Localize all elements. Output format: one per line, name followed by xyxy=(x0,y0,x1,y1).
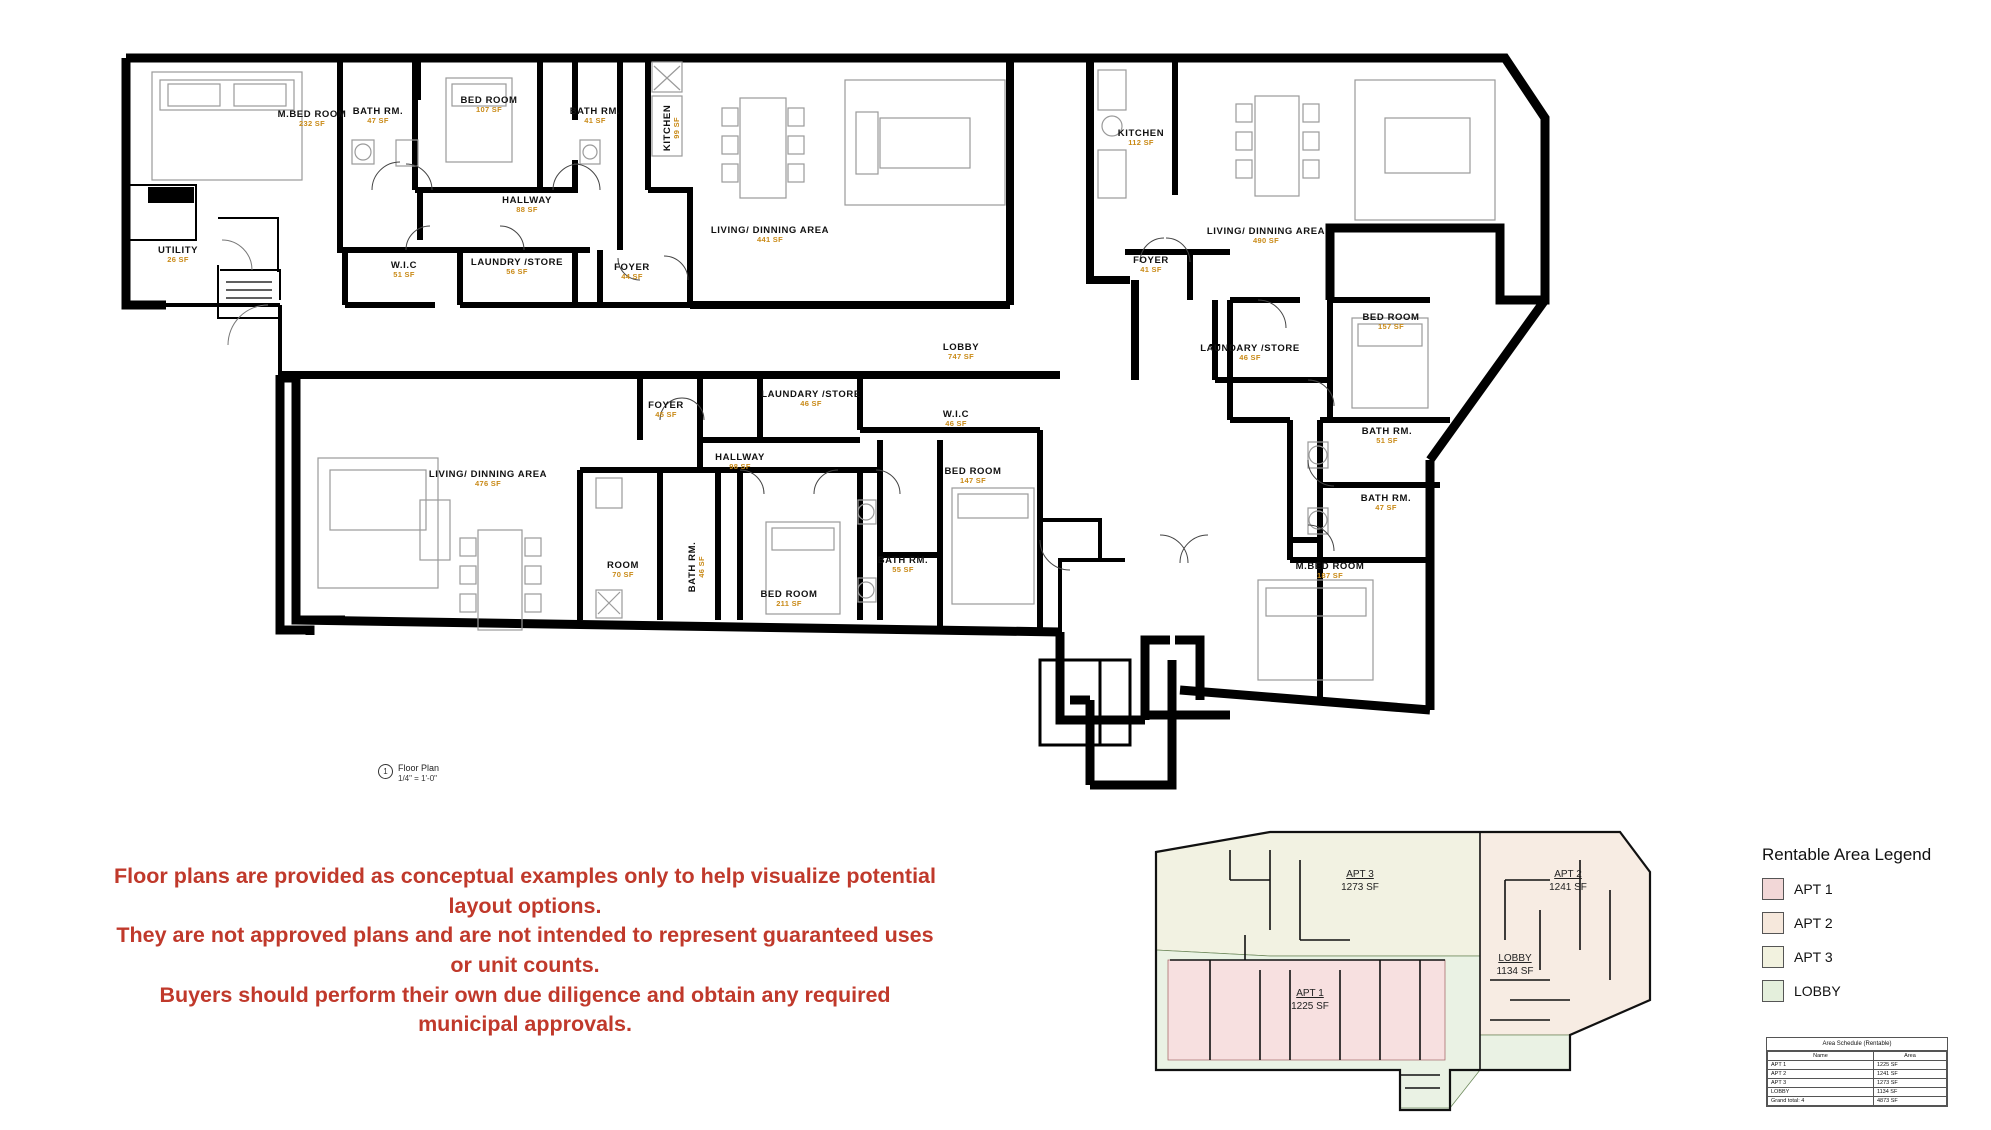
room-area: 70 SF xyxy=(612,569,634,579)
room-name: BATH RM. xyxy=(687,541,699,593)
room-name: W.I.C xyxy=(942,409,970,420)
area-schedule-row xyxy=(1768,1061,1947,1070)
room-label xyxy=(1206,227,1326,245)
room-area: 47 SF xyxy=(1375,502,1397,512)
legend-color-swatch xyxy=(1762,980,1784,1002)
area-schedule-total-area: 4873 SF xyxy=(1873,1097,1946,1106)
room-area: 51 SF xyxy=(393,269,415,279)
area-schedule-col-name: Name xyxy=(1768,1052,1874,1061)
room-area: 46 SF xyxy=(697,556,707,578)
key-plan-unit-id: APT 3 xyxy=(1346,869,1374,880)
area-schedule-row-area: 1273 SF xyxy=(1873,1079,1946,1088)
room-label xyxy=(680,453,800,471)
room-name: BED ROOM xyxy=(1362,312,1420,323)
area-schedule-row-area: 1225 SF xyxy=(1873,1061,1946,1070)
room-area: 45 SF xyxy=(655,409,677,419)
room-area: 476 SF xyxy=(475,478,501,488)
room-area: 26 SF xyxy=(167,254,189,264)
room-area: 490 SF xyxy=(1253,235,1279,245)
disclaimer-text xyxy=(110,862,940,1040)
room-name: FOYER xyxy=(614,262,650,273)
room-name: LIVING/ DINNING AREA xyxy=(1206,226,1326,237)
key-plan-unit-label xyxy=(1310,868,1410,894)
room-name: BATH RM. xyxy=(1360,493,1412,504)
area-schedule-row xyxy=(1768,1088,1947,1097)
disclaimer-line-3: Buyers should perform their own due diligence and obtain any required municipal approvals. xyxy=(159,982,891,1037)
room-area: 107 SF xyxy=(476,104,502,114)
room-name: LIVING/ DINNING AREA xyxy=(428,469,548,480)
area-schedule-grid xyxy=(1767,1051,1947,1106)
room-area: 44 SF xyxy=(621,271,643,281)
room-label xyxy=(663,68,681,188)
room-name: BATH RM. xyxy=(877,555,929,566)
room-label xyxy=(429,96,549,114)
room-name: HALLWAY xyxy=(502,195,552,206)
key-plan-unit-label xyxy=(1260,987,1360,1013)
room-name: BED ROOM xyxy=(944,466,1002,477)
room-label xyxy=(1091,256,1211,274)
key-plan-vector xyxy=(1150,820,1750,1125)
room-label xyxy=(457,258,577,276)
room-name: BATH RM. xyxy=(352,106,404,117)
room-name: LAUNDRY /STORE xyxy=(470,257,564,268)
room-label xyxy=(1270,562,1390,580)
legend-item xyxy=(1762,946,1982,968)
legend-item xyxy=(1762,980,1982,1002)
room-label xyxy=(344,261,464,279)
room-area: 51 SF xyxy=(1376,435,1398,445)
room-name: UTILITY xyxy=(157,245,199,256)
key-plan-unit-id: APT 1 xyxy=(1296,988,1324,999)
room-area: 147 SF xyxy=(960,475,986,485)
legend-title: Rentable Area Legend xyxy=(1762,845,1932,864)
room-name: LOBBY xyxy=(942,342,980,353)
room-area: 56 SF xyxy=(506,266,528,276)
legend-label: APT 3 xyxy=(1794,949,1833,965)
area-schedule-row xyxy=(1768,1079,1947,1088)
plan-marker: 1 xyxy=(378,764,393,779)
room-name: FOYER xyxy=(648,400,684,411)
room-area: 41 SF xyxy=(584,115,606,125)
room-area: 46 SF xyxy=(1239,352,1261,362)
legend-label: LOBBY xyxy=(1794,983,1841,999)
room-label xyxy=(710,226,830,244)
key-plan-unit-area: 1273 SF xyxy=(1341,882,1379,893)
room-name: W.I.C xyxy=(390,260,418,271)
area-schedule-total-row xyxy=(1768,1097,1947,1106)
key-plan-unit-label xyxy=(1518,868,1618,894)
room-label xyxy=(901,343,1021,361)
room-area: 112 SF xyxy=(1128,137,1154,147)
room-name: LAUNDARY /STORE xyxy=(761,389,861,400)
room-area: 211 SF xyxy=(776,598,802,608)
room-label xyxy=(843,556,963,574)
room-name: BED ROOM xyxy=(460,95,518,106)
plan-title-block xyxy=(378,762,439,785)
room-label xyxy=(896,410,1016,428)
room-label xyxy=(1327,427,1447,445)
room-area: 47 SF xyxy=(367,115,389,125)
legend-color-swatch xyxy=(1762,878,1784,900)
room-area: 88 SF xyxy=(516,204,538,214)
room-name: FOYER xyxy=(1133,255,1169,266)
room-label xyxy=(563,561,683,579)
room-name: LIVING/ DINNING AREA xyxy=(710,225,830,236)
rentable-area-legend xyxy=(1762,845,1982,1014)
key-plan-unit-id: LOBBY xyxy=(1498,953,1532,964)
room-name: BED ROOM xyxy=(760,589,818,600)
room-area: 46 SF xyxy=(945,418,967,428)
plan-scale-text: 1/4" = 1'-0" xyxy=(398,774,438,784)
room-label xyxy=(688,507,706,627)
legend-rows xyxy=(1762,878,1982,1002)
area-schedule-header-row xyxy=(1768,1052,1947,1061)
room-name: KITCHEN xyxy=(662,104,674,152)
plan-title-text: Floor Plan xyxy=(398,763,440,773)
room-name: M.BED ROOM xyxy=(1295,561,1365,572)
room-label xyxy=(318,107,438,125)
area-schedule-row-name: LOBBY xyxy=(1768,1088,1874,1097)
room-name: HALLWAY xyxy=(715,452,765,463)
room-name: LAUNDARY /STORE xyxy=(1200,343,1300,354)
room-label xyxy=(1190,344,1310,362)
legend-label: APT 1 xyxy=(1794,881,1833,897)
key-plan-diagram xyxy=(1150,820,1750,1125)
room-name: KITCHEN xyxy=(1117,128,1165,139)
room-label xyxy=(1331,313,1451,331)
key-plan-unit-area: 1241 SF xyxy=(1549,882,1587,893)
disclaimer-line-2: They are not approved plans and are not intended to represent guaranteed uses or unit counts. xyxy=(116,923,934,977)
room-area: 98 SF xyxy=(729,461,751,471)
room-area: 441 SF xyxy=(757,234,783,244)
area-schedule-row-area: 1241 SF xyxy=(1873,1070,1946,1079)
legend-item xyxy=(1762,912,1982,934)
room-area: 232 SF xyxy=(299,118,325,128)
key-plan-unit-label xyxy=(1465,952,1565,978)
room-label xyxy=(913,467,1033,485)
area-schedule-row-name: APT 2 xyxy=(1768,1070,1874,1079)
area-schedule-row-name: APT 1 xyxy=(1768,1061,1874,1070)
room-area: 55 SF xyxy=(892,564,914,574)
room-area: 157 SF xyxy=(1378,321,1404,331)
area-schedule-title: Area Schedule (Rentable) xyxy=(1767,1038,1947,1051)
key-plan-unit-area: 1225 SF xyxy=(1291,1001,1329,1012)
room-label xyxy=(1081,129,1201,147)
room-label xyxy=(428,470,548,488)
room-name: BATH RM. xyxy=(1361,426,1413,437)
room-area: 187 SF xyxy=(1317,570,1343,580)
disclaimer-line-1: Floor plans are provided as conceptual examples only to help visualize potential layout options. xyxy=(114,864,936,918)
room-area: 99 SF xyxy=(672,117,682,139)
room-label xyxy=(535,107,655,125)
legend-item xyxy=(1762,878,1982,900)
room-label xyxy=(118,246,238,264)
area-schedule-table xyxy=(1766,1037,1948,1107)
room-area: 41 SF xyxy=(1140,264,1162,274)
room-label xyxy=(606,401,726,419)
room-label xyxy=(1326,494,1446,512)
room-name: ROOM xyxy=(607,560,639,571)
area-schedule-col-area: Area xyxy=(1873,1052,1946,1061)
legend-label: APT 2 xyxy=(1794,915,1833,931)
room-area: 46 SF xyxy=(800,398,822,408)
area-schedule-row-area: 1134 SF xyxy=(1873,1088,1946,1097)
area-schedule-total-label: Grand total: 4 xyxy=(1768,1097,1874,1106)
legend-color-swatch xyxy=(1762,946,1784,968)
legend-color-swatch xyxy=(1762,912,1784,934)
area-schedule-row-name: APT 3 xyxy=(1768,1079,1874,1088)
key-plan-unit-id: APT 2 xyxy=(1554,869,1582,880)
room-label xyxy=(467,196,587,214)
room-area: 747 SF xyxy=(948,351,974,361)
room-label xyxy=(751,390,871,408)
area-schedule-body xyxy=(1768,1061,1947,1106)
room-name: M.BED ROOM xyxy=(277,109,347,120)
key-plan-unit-area: 1134 SF xyxy=(1496,966,1534,977)
room-label xyxy=(729,590,849,608)
area-schedule-row xyxy=(1768,1070,1947,1079)
room-name: BATH RM. xyxy=(569,106,621,117)
room-label xyxy=(572,263,692,281)
